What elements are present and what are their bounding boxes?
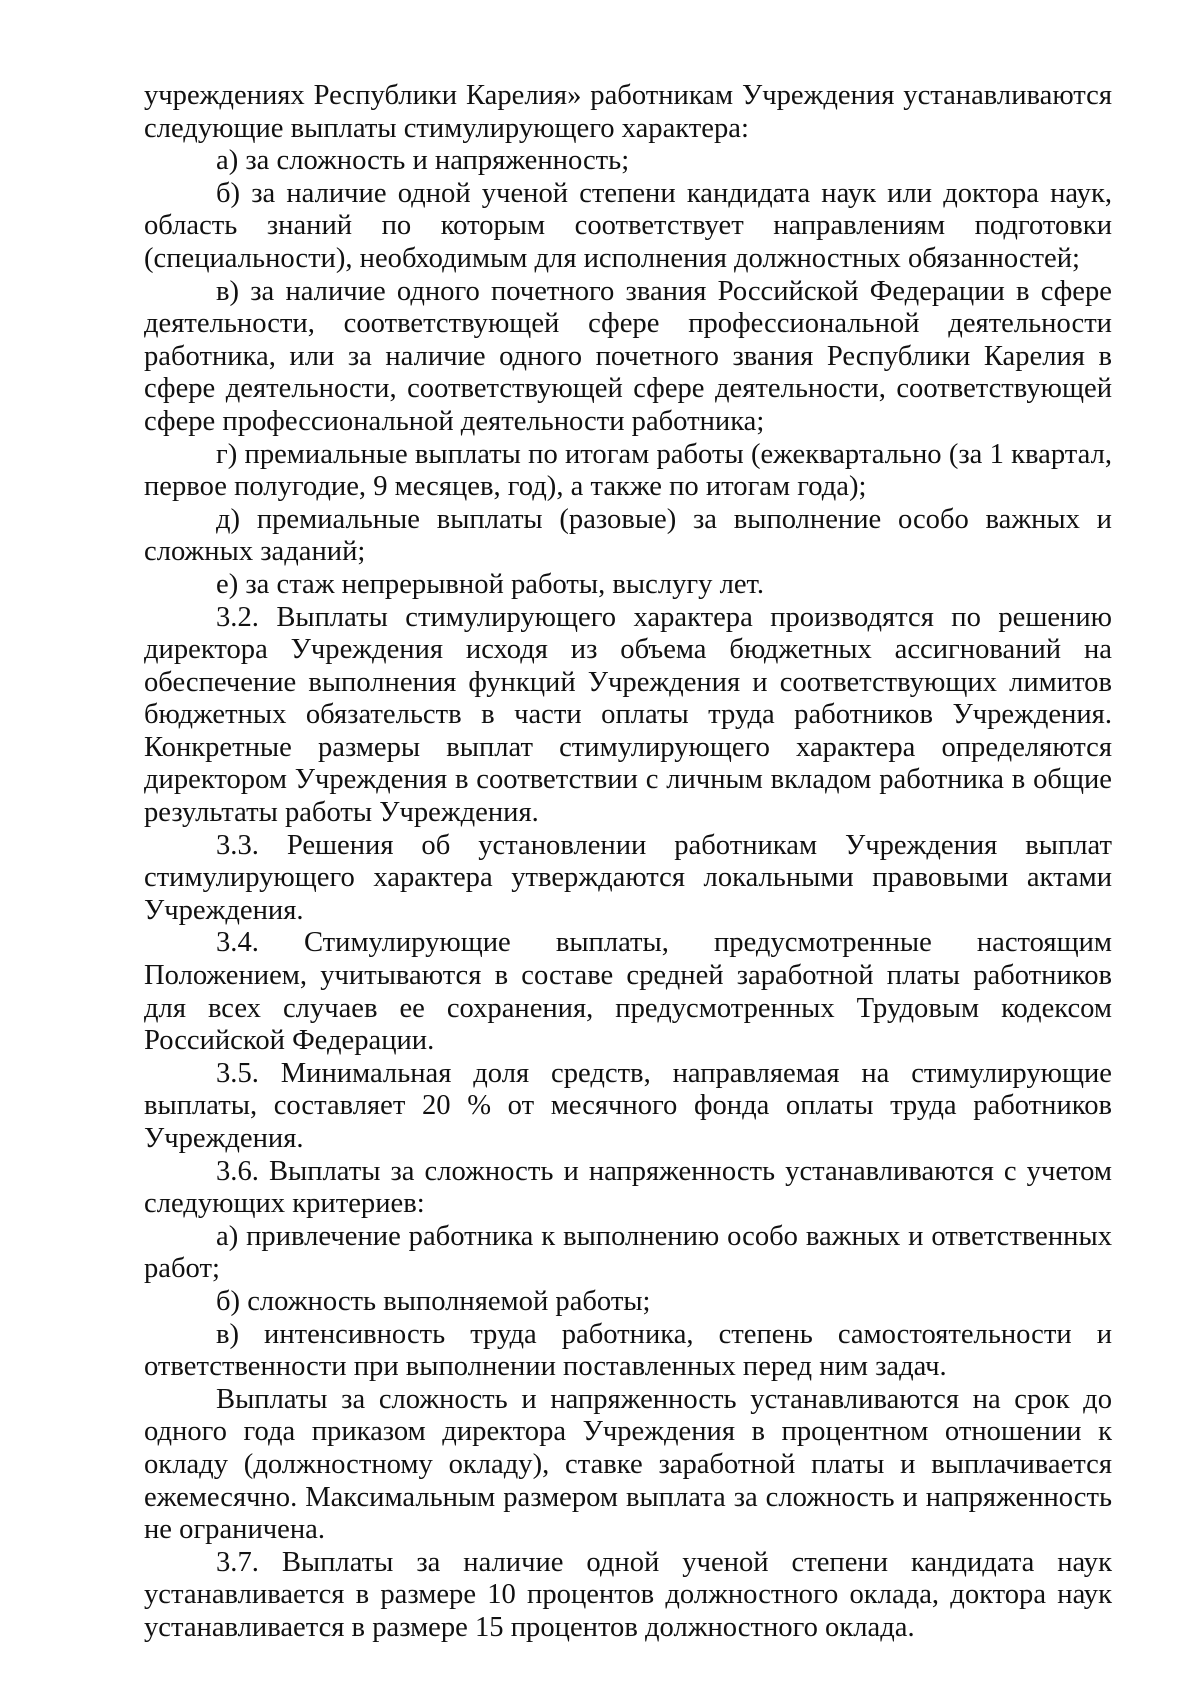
paragraph-payment-terms: Выплаты за сложность и напряженность устанавливаются на срок до одного года приказом директора Учреждения в процентном отношении к окладу (должностному окладу), ставке заработной платы и выплачивается ежемесячно. Максимальным размером выплата за сложность и напряженность не ограничена. <box>144 1383 1112 1546</box>
paragraph-section-3-5: 3.5. Минимальная доля средств, направляемая на стимулирующие выплаты, составляет 20 % от месячного фонда оплаты труда работников Учреждения. <box>144 1057 1112 1154</box>
document-page <box>144 80 1112 1645</box>
paragraph-item-g: г) премиальные выплаты по итогам работы (ежеквартально (за 1 квартал, первое полугодие, 9 месяцев, год), а также по итогам года); <box>144 438 1112 503</box>
paragraph-criteria-a: а) привлечение работника к выполнению особо важных и ответственных работ; <box>144 1220 1112 1285</box>
paragraph-item-b: б) за наличие одной ученой степени кандидата наук или доктора наук, область знаний по которым соответствует направлениям подготовки (специальности), необходимым для исполнения должностных обязанностей; <box>144 177 1112 274</box>
paragraph-item-d: д) премиальные выплаты (разовые) за выполнение особо важных и сложных заданий; <box>144 503 1112 568</box>
paragraph-item-a: а) за сложность и напряженность; <box>216 145 630 177</box>
paragraph-criteria-b: б) сложность выполняемой работы; <box>216 1285 651 1317</box>
paragraph-intro-continued: учреждениях Республики Карелия» работникам Учреждения устанавливаются следующие выплаты стимулирующего характера: <box>144 80 1112 144</box>
paragraph-criteria-v: в) интенсивность труда работника, степень самостоятельности и ответственности при выполнении поставленных перед ним задач. <box>144 1318 1112 1383</box>
paragraph-section-3-7: 3.7. Выплаты за наличие одной ученой степени кандидата наук устанавливается в размере 10 процентов должностного оклада, доктора наук устанавливается в размере 15 процентов должностного оклада. <box>144 1546 1112 1643</box>
paragraph-section-3-2: 3.2. Выплаты стимулирующего характера производятся по решению директора Учреждения исходя из объема бюджетных ассигнований на обеспечение выполнения функций Учреждения и соответствующих лимитов бюджетных обязательств в части оплаты труда работников Учреждения. Конкретные размеры выплат стимулирующего характера определяются директором Учреждения в соответствии с личным вкладом работника в общие результаты работы Учреждения. <box>144 601 1112 829</box>
paragraph-item-e: е) за стаж непрерывной работы, выслугу лет. <box>216 568 765 600</box>
paragraph-section-3-3: 3.3. Решения об установлении работникам Учреждения выплат стимулирующего характера утверждаются локальными правовыми актами Учреждения. <box>144 829 1112 926</box>
paragraph-section-3-6: 3.6. Выплаты за сложность и напряженность устанавливаются с учетом следующих критериев: <box>144 1155 1112 1220</box>
paragraph-section-3-4: 3.4. Стимулирующие выплаты, предусмотренные настоящим Положением, учитываются в составе средней заработной платы работников для всех случаев ее сохранения, предусмотренных Трудовым кодексом Российской Федерации. <box>144 927 1112 1057</box>
paragraph-item-v: в) за наличие одного почетного звания Российской Федерации в сфере деятельности, соответствующей сфере профессиональной деятельности работника, или за наличие одного почетного звания Республики Карелия в сфере деятельности, соответствующей сфере деятельности, соответствующей сфере профессиональной деятельности работника; <box>144 275 1112 437</box>
